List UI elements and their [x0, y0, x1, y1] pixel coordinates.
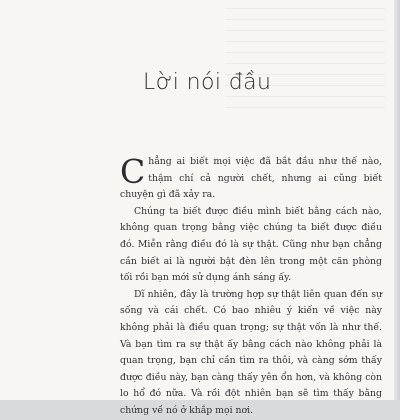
page-edge [394, 0, 400, 400]
paragraph-2-text: Chúng ta biết được điều mình biết bằng cách nào, không quan trọng bằng việc chúng ta biết được điều đó. Miễn rằng điều đó là sự thật. Cũng như bạn chẳng cần biết ai là người bật đèn lên trong một căn phòng tối rồi bạn mới sử dụng ánh sáng ấy. [120, 205, 382, 284]
paragraph-3 [120, 287, 382, 420]
paragraph-2 [120, 204, 382, 287]
show-through-text [225, 8, 385, 118]
drop-cap: C [120, 152, 146, 191]
paragraph-1 [120, 154, 382, 204]
body-text [120, 154, 382, 420]
chapter-title: Lời nói đầu [143, 70, 272, 95]
paragraph-3-text: Dĩ nhiên, đây là trường hợp sự thật liên quan đến sự sống và cái chết. Có bao nhiêu ý kiến về việc này không phải là điều quan trọng; sự thật vốn là như thế. Và bạn tìm ra sự thật ấy bằng cách nào không phải là quan trọng, bạn chỉ cần tìm ra thôi, và càng sớm thấy được điều này, bạn càng thấy yên ổn hơn, và không còn lo hổ đó nữa. Và rồi đột nhiên bạn sẽ tìm thấy bằng chứng về nó ở khắp mọi nơi. [120, 288, 382, 416]
paragraph-1-text: hẳng ai biết mọi việc đã bắt đầu như thế nào, thậm chí cả người chết, nhưng ai cũng biết chuyện gì đã xảy ra. [120, 156, 382, 201]
